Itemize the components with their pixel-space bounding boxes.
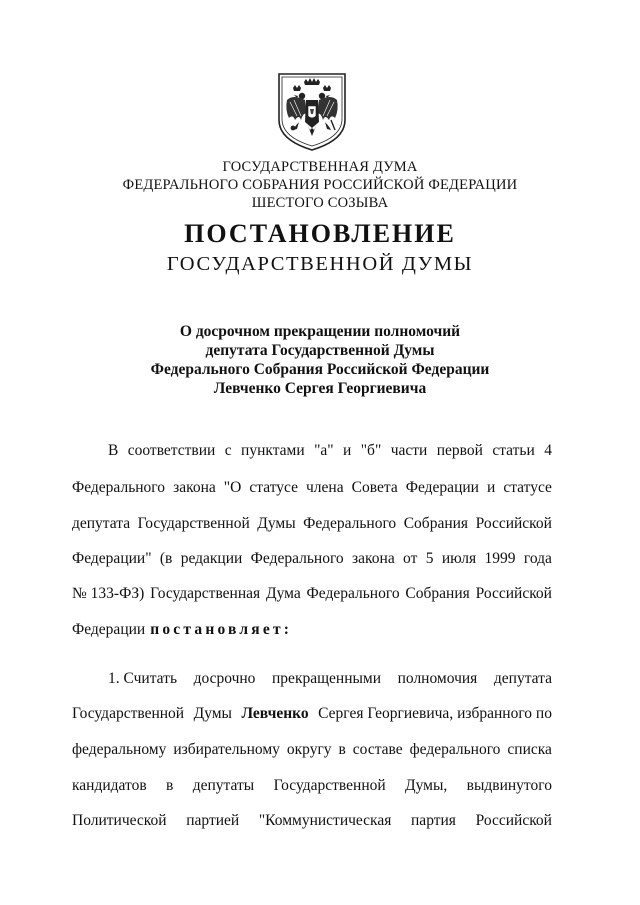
word: Государственная <box>150 585 261 602</box>
resolves-keyword: постановляет: <box>150 621 293 638</box>
word: партия <box>411 812 456 829</box>
issuing-body-header <box>0 158 640 212</box>
word: Государственной <box>273 777 386 794</box>
word: "О <box>223 479 242 496</box>
word: Федерального <box>72 479 166 496</box>
preamble-line-1 <box>108 440 552 462</box>
word: Федерации" <box>72 550 152 567</box>
word: Думы <box>257 515 296 532</box>
word: избирательному <box>173 741 280 758</box>
word: закона <box>352 550 395 567</box>
header-line-2: ФЕДЕРАЛЬНОГО СОБРАНИЯ РОССИЙСКОЙ ФЕДЕРАЦИИ <box>122 177 518 193</box>
word: 1999 <box>484 550 516 567</box>
preamble-line-4 <box>72 548 552 570</box>
word: Федерального <box>303 515 397 532</box>
preamble-line-6-start: Федерации <box>72 621 146 638</box>
word: кандидатов <box>72 777 147 794</box>
word: Политической <box>72 812 167 829</box>
item-1-line-4 <box>72 775 552 797</box>
word: июля <box>441 550 477 567</box>
word: первой <box>436 442 483 459</box>
title-line-4: Левченко Сергея Георгиевича <box>213 380 427 397</box>
word: Дума <box>266 585 301 602</box>
word: Российской <box>475 585 552 602</box>
item-1-line-2-rest: Сергея Георгиевича, избранного по <box>318 705 552 722</box>
preamble-line-3 <box>72 513 552 535</box>
word: депутата <box>493 670 552 687</box>
word: статусе <box>503 479 552 496</box>
preamble-line-5 <box>72 583 552 605</box>
word: Федерации <box>405 479 479 496</box>
word: 5 <box>425 550 434 567</box>
word: досрочно <box>193 670 256 687</box>
word: Думы, <box>405 777 448 794</box>
word: Государственной <box>137 515 250 532</box>
word: года <box>523 550 552 567</box>
preamble-line-2 <box>72 477 552 499</box>
word: и <box>487 479 496 496</box>
resolution-title <box>0 322 640 398</box>
document-type-title: ПОСТАНОВЛЕНИЕ <box>184 219 456 248</box>
word: "а" <box>314 442 334 459</box>
word: полномочия <box>397 670 478 687</box>
word: Собрания <box>405 585 470 602</box>
word: и <box>343 442 352 459</box>
word: в <box>166 777 174 794</box>
word: статусе <box>249 479 298 496</box>
header-line-1: ГОСУДАРСТВЕННАЯ ДУМА <box>222 159 418 175</box>
word: № 133-ФЗ) <box>72 585 145 602</box>
word: статьи <box>492 442 535 459</box>
word: Собрания <box>403 515 469 532</box>
word: Федерального <box>250 550 344 567</box>
word: федерального <box>409 741 501 758</box>
item-1-line-2 <box>72 703 552 725</box>
word: прекращенными <box>272 670 382 687</box>
double-headed-eagle-emblem-icon <box>275 70 349 152</box>
item-1-line-5 <box>72 810 552 832</box>
item-1-line-1 <box>108 668 552 690</box>
word: члена <box>306 479 344 496</box>
word: Российской <box>475 515 552 532</box>
document-issuer: ГОСУДАРСТВЕННОЙ ДУМЫ <box>166 253 474 275</box>
word: части <box>390 442 428 459</box>
title-line-3: Федерального Собрания Российской Федерации <box>150 361 490 378</box>
word: В <box>108 442 119 459</box>
word: списка <box>507 741 552 758</box>
item-1-line-3 <box>72 739 552 761</box>
word: депутаты <box>192 777 255 794</box>
word: федеральному <box>72 741 167 758</box>
title-line-2: депутата Государственной Думы <box>205 342 435 359</box>
word: партией <box>186 812 240 829</box>
word: пунктами <box>241 442 305 459</box>
word: Федерального <box>306 585 400 602</box>
word: (в <box>159 550 173 567</box>
word: соответствии <box>127 442 216 459</box>
item-1-line-2-word-b: Думы <box>193 705 232 722</box>
word: выдвинутого <box>466 777 552 794</box>
word: округу <box>286 741 332 758</box>
word: закона <box>173 479 216 496</box>
word: редакции <box>180 550 243 567</box>
word: 1. Считать <box>108 670 178 687</box>
preamble-line-6 <box>72 619 552 641</box>
deputy-surname: Левченко <box>241 705 309 722</box>
word: 4 <box>544 442 552 459</box>
word: от <box>403 550 418 567</box>
word: Российской <box>475 812 552 829</box>
word: с <box>224 442 232 459</box>
header-line-3: ШЕСТОГО СОЗЫВА <box>251 195 389 211</box>
word: "Коммунистическая <box>258 812 392 829</box>
word: составе <box>352 741 403 758</box>
word: "б" <box>360 442 382 459</box>
word: Совета <box>351 479 398 496</box>
title-line-1: О досрочном прекращении полномочий <box>179 323 461 340</box>
word: в <box>338 741 346 758</box>
word: депутата <box>72 515 131 532</box>
item-1-line-2-word-a: Государственной <box>72 705 185 722</box>
